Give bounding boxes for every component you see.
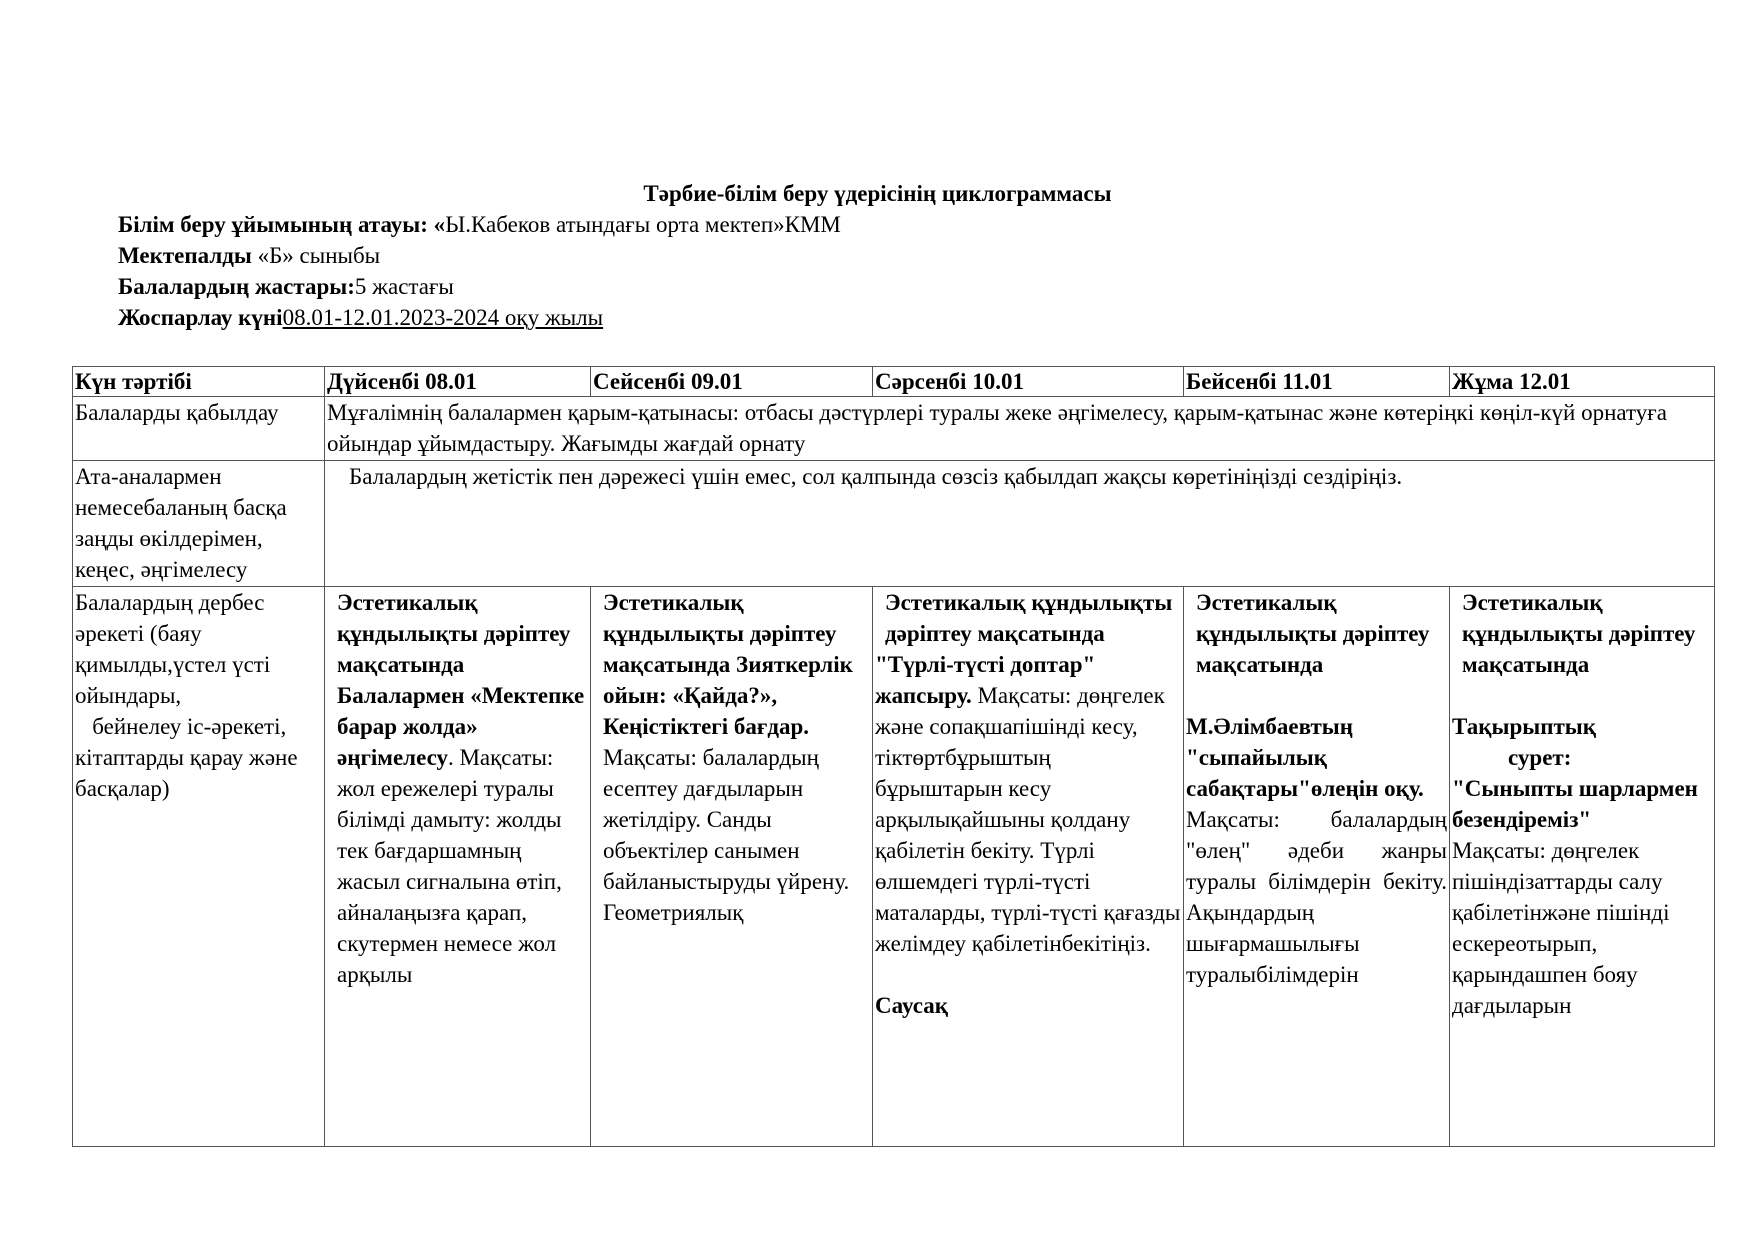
thursday-bold: М.Әлімбаевтың "сыпайылық сабақтары"өлеңін оқу.: [1186, 714, 1424, 801]
friday-bold-1: Тақырыптық: [1452, 714, 1596, 739]
friday-text: Мақсаты: дөңгелек пішіндізаттарды салу қабілетінжәне пішінді ескереотырып, қарындашпен бояу дағдыларын: [1452, 838, 1670, 1018]
cell-tuesday: [591, 587, 873, 1147]
thursday-text: Мақсаты: балалардың "өлең" әдеби жанры туралы білімдерін бекіту. Ақындардың шығармашылығы туралыбілімдерін: [1186, 807, 1447, 987]
tuesday-bold: Эстетикалық құндылықты дәріптеу мақсатында Зияткерлік ойын: «Қайда?», Кеңістіктегі бағдар.: [603, 590, 853, 739]
date-line: [118, 302, 603, 333]
row-label-reception: Балаларды қабылдау: [73, 397, 325, 461]
age-label: Балалардың жастары:: [118, 274, 355, 299]
friday-bold-2: сурет:: [1508, 745, 1572, 770]
header-cell-tuesday: Сейсенбі 09.01: [591, 367, 873, 397]
header-row: [73, 367, 1715, 397]
org-line: [118, 209, 841, 240]
cell-thursday: [1184, 587, 1450, 1147]
schedule-table: [72, 366, 1715, 1147]
page-title: Тәрбие-білім беру үдерісінің циклограммасы: [643, 181, 1112, 206]
table-row: [73, 397, 1715, 461]
header-cell-schedule: Күн тәртібі: [73, 367, 325, 397]
row-text-parents: Балалардың жетістік пен дәрежесі үшін емес, сол қалпында сөзсіз қабылдап жақсы көретініңізді сездіріңіз.: [325, 461, 1715, 587]
class-line: [118, 240, 380, 271]
age-value: 5 жастағы: [354, 274, 454, 299]
header-cell-friday: Жұма 12.01: [1450, 367, 1715, 397]
tuesday-text: Мақсаты: балалардың есептеу дағдыларын жетілдіру. Санды объектілер санымен байланыстыруды үйрену. Геометриялық: [603, 745, 850, 925]
org-label: Білім беру ұйымының атауы: «: [118, 212, 446, 237]
table-row: [73, 587, 1715, 1147]
friday-bold-3: "Сыныпты шарлармен безендіреміз": [1452, 776, 1698, 832]
row-label-activity: Балалардың дербес әрекеті (баяу қимылды,үстел үсті ойындары, бейнелеу іс-әрекеті, кітаптарды қарау және басқалар): [73, 587, 325, 1147]
wednesday-bold: "Түрлі-түсті доптар" жапсыру.: [875, 652, 1096, 708]
monday-bold: Эстетикалық құндылықты дәріптеу мақсатында Балалармен «Мектепке барар жолда» әңгімелесу: [337, 590, 585, 770]
cell-friday: [1450, 587, 1715, 1147]
cell-monday: [325, 587, 591, 1147]
header-cell-thursday: Бейсенбі 11.01: [1184, 367, 1450, 397]
date-value: 08.01-12.01.2023-2024 оқу жылы: [282, 305, 604, 330]
friday-heading: Эстетикалық құндылықты дәріптеу мақсатында: [1462, 590, 1696, 677]
wednesday-bold-tail: Саусақ: [875, 993, 948, 1018]
row-text-reception: Мұғалімнің балалармен қарым-қатынасы: отбасы дәстүрлері туралы жеке әңгімелесу, қарым-қатынас және көтеріңкі көңіл-күй орнатуға ойындар ұйымдастыру. Жағымды жағдай орнату: [325, 397, 1715, 461]
org-value: Ы.Кабеков атындағы орта мектеп»КММ: [445, 212, 841, 237]
age-line: [118, 271, 454, 302]
monday-text: . Мақсаты: жол ережелері туралы білімді дамыту: жолды тек бағдаршамның жасыл сигналына өтіп, айналаңызға қарап, скутермен немесе жол арқылы: [337, 745, 562, 987]
class-label: Мектепалды: [118, 243, 258, 268]
date-label: Жоспарлау күні: [118, 305, 283, 330]
row-label-parents: Ата-аналармен немесебаланың басқа заңды өкілдерімен, кеңес, әңгімелесу: [73, 461, 325, 587]
header-cell-wednesday: Сәрсенбі 10.01: [873, 367, 1184, 397]
thursday-heading: Эстетикалық құндылықты дәріптеу мақсатында: [1196, 590, 1430, 677]
header-cell-monday: Дүйсенбі 08.01: [325, 367, 591, 397]
class-value: «Б» сыныбы: [257, 243, 381, 268]
cell-wednesday: [873, 587, 1184, 1147]
table-row: [73, 461, 1715, 587]
wednesday-text: Мақсаты: дөңгелек және сопақшапішінді кесу, тіктөртбұрыштың бұрыштарын кесу арқылықайшыны қолдану қабілетін бекіту. Түрлі өлшемдегі түрлі-түсті маталарды, түрлі-түсті қағазды желімдеу қабілетінбекітіңіз.: [875, 683, 1181, 956]
wednesday-heading: Эстетикалық құндылықты дәріптеу мақсатында: [885, 590, 1173, 646]
